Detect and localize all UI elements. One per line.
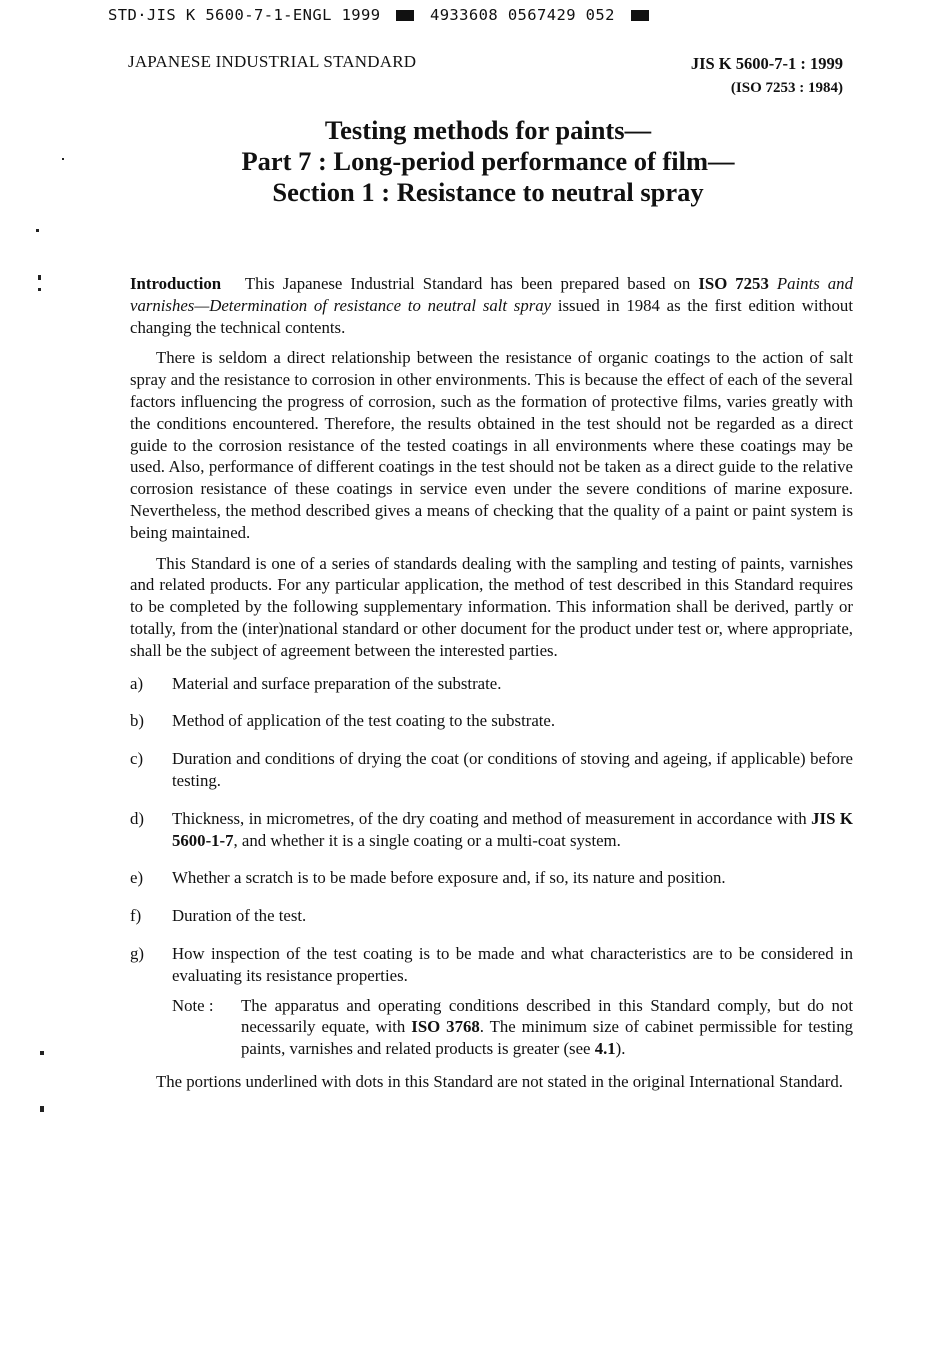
introduction-paragraph: Introduction This Japanese Industrial Standard has been prepared based on ISO 7253 Paints and varnishes—Determination of resistance to neutral salt spray issued in 1984 as the first edition without changing the technical contents. [130,274,853,337]
scan-speck [36,229,39,232]
supplementary-info-list [130,673,853,1060]
scan-speck [40,1106,44,1112]
title-line-3: Section 1 : Resistance to neutral spray [272,177,704,207]
iso-3768-reference: ISO 3768 [411,1017,480,1037]
list-item: b) Method of application of the test coating to the substrate. [130,711,556,731]
list-item: e) Whether a scratch is to be made before exposure and, if so, its nature and position. [130,868,726,888]
iso-reference: ISO 7253 [698,274,769,293]
list-item: f) Duration of the test. [130,906,307,926]
iso-code: (ISO 7253 : 1984) [730,80,843,96]
note-label: Note : [172,995,214,1015]
list-item: g) How inspection of the test coating is to be made and what characteristics are to be considered in evaluating its resistance properties. [130,943,853,985]
document-stamp [108,6,655,24]
introduction-heading: Introduction [130,274,222,293]
stamp-number: 4933608 0567429 052 [429,6,615,24]
note: Note : The apparatus and operating conditions described in this Standard comply, but do not necessarily equate, with ISO 3768. The minimum size of cabinet permissible for testing paints, varnishes and related products is greater (see 4.1). [172,995,853,1059]
scan-speck [62,158,64,160]
scan-speck [38,275,41,280]
paragraph-3: This Standard is one of a series of standards dealing with the sampling and testing of paints, varnishes and related products. For any particular application, the method of test described in this Standard requires to be completed by the following supplementary information. This information shall be derived, partly or totally, from the (inter)national standard or other document for the product under test or, where appropriate, shall be the subject of agreement between the interested parties. [130,553,853,660]
standard-code-block [691,52,843,100]
iso-title: Paints and varnishes—Determination of resistance to neutral salt spray [130,274,853,315]
standard-header: JAPANESE INDUSTRIAL STANDARD [128,52,417,71]
list-item: c) Duration and conditions of drying the coat (or conditions of stoving and ageing, if applicable) before testing. [130,749,853,790]
document-body [130,273,853,1102]
closing-paragraph: The portions underlined with dots in this Standard are not stated in the original International Standard. [156,1071,843,1091]
document-title [0,115,950,208]
jis-reference: JIS K 5600-1-7 [172,808,853,850]
jis-code: JIS K 5600-7-1 : 1999 [690,54,843,73]
scan-speck [38,288,41,291]
scan-speck [40,1051,44,1055]
list-item: a) Material and surface preparation of the substrate. [130,673,502,693]
title-line-1: Testing methods for paints— [324,115,652,145]
stamp-block [396,10,414,21]
list-item: d) Thickness, in micrometres, of the dry coating and method of measurement in accordance with JIS K 5600-1-7, and whether it is a single coating or a multi-coat system. [130,808,853,850]
stamp-block [631,10,649,21]
title-line-2: Part 7 : Long-period performance of film— [241,146,735,176]
stamp-code: STD·JIS K 5600-7-1-ENGL 1999 [108,6,381,24]
clause-reference: 4.1 [594,1039,616,1059]
paragraph-2: There is seldom a direct relationship between the resistance of organic coatings to the action of salt spray and the resistance to corrosion in other environments. This is because the effect of each of the several factors influencing the progress of corrosion, such as the formation of protective films, varies greatly with the conditions encountered. Therefore, the results obtained in the test should not be regarded as a direct guide to the corrosion resistance of the tested coatings in all environments where these coatings may be used. Also, performance of different coatings in the test should not be taken as a direct guide to the relative corrosion resistance of these coatings in service even under the severe conditions of marine exposure. Nevertheless, the method described gives a means of checking that the quality of a paint or paint system is being maintained. [130,348,853,542]
